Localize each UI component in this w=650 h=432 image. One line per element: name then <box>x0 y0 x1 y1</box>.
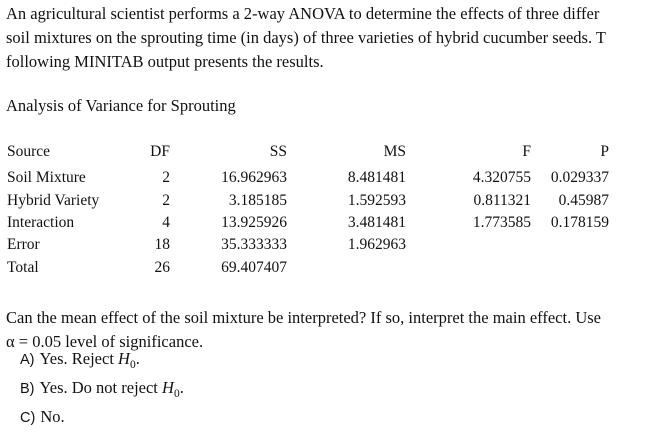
question-line-2: α = 0.05 level of significance. <box>6 332 204 351</box>
choice-a[interactable] <box>20 349 140 375</box>
table-row <box>0 192 650 214</box>
row-source: Soil Mixture <box>7 169 86 186</box>
choice-letter: B) <box>20 381 35 397</box>
choice-c[interactable] <box>20 407 65 432</box>
question-line-1: Can the mean effect of the soil mixture be interpreted? If so, interpret the main effect. Use <box>6 308 601 327</box>
choice-text: No. <box>40 407 65 426</box>
table-row <box>0 236 650 258</box>
choice-text: Yes. Do not reject <box>39 378 158 397</box>
problem-line-3: following MINITAB output presents the results. <box>6 52 324 71</box>
problem-statement <box>6 2 650 74</box>
choice-letter: C) <box>20 410 36 426</box>
row-ms: 1.592593 <box>347 192 406 209</box>
header-ms: MS <box>383 143 406 160</box>
row-f: 0.811321 <box>473 192 531 209</box>
row-f: 4.320755 <box>472 169 531 186</box>
row-ms: 3.481481 <box>347 214 406 231</box>
row-df: 2 <box>162 169 170 186</box>
row-df: 26 <box>154 259 170 276</box>
table-row <box>0 169 650 191</box>
choice-end: . <box>135 349 140 368</box>
choice-text: Yes. Reject <box>39 349 114 368</box>
row-p: 0.029337 <box>550 169 609 186</box>
row-source: Hybrid Variety <box>7 192 100 209</box>
row-ss: 35.333333 <box>221 236 287 253</box>
header-ss: SS <box>269 143 287 160</box>
table-row <box>0 259 650 281</box>
problem-line-2: soil mixtures on the sprouting time (in days) of three varieties of hybrid cucumber seeds. T <box>6 28 606 47</box>
row-ss: 3.185185 <box>228 192 287 209</box>
row-source: Interaction <box>7 214 75 231</box>
header-source: Source <box>7 143 51 160</box>
table-row <box>0 214 650 236</box>
table-header-row <box>0 143 650 165</box>
row-p: 0.45987 <box>558 192 609 209</box>
row-ms: 1.962963 <box>347 236 406 253</box>
row-df: 2 <box>162 192 170 209</box>
row-df: 4 <box>162 214 170 231</box>
null-hypothesis-symbol: $H_0$ <box>162 378 180 400</box>
problem-line-1: An agricultural scientist performs a 2-way ANOVA to determine the effects of three differ <box>6 4 600 23</box>
anova-heading: Analysis of Variance for Sprouting <box>6 96 236 115</box>
row-ms: 8.481481 <box>347 169 406 186</box>
row-f: 1.773585 <box>472 214 531 231</box>
row-source: Error <box>7 236 40 253</box>
choice-b[interactable] <box>20 378 184 404</box>
header-df: DF <box>150 143 170 160</box>
choice-end: . <box>179 378 184 397</box>
row-ss: 13.925926 <box>221 214 287 231</box>
header-p: P <box>600 143 609 160</box>
choice-letter: A) <box>20 352 35 368</box>
row-df: 18 <box>154 236 170 253</box>
row-ss: 69.407407 <box>221 259 287 276</box>
question-prompt <box>6 306 650 354</box>
row-ss: 16.962963 <box>221 169 287 186</box>
null-hypothesis-symbol: $H_0$ <box>118 349 136 371</box>
row-p: 0.178159 <box>550 214 609 231</box>
row-source: Total <box>7 259 39 276</box>
header-f: F <box>522 143 531 160</box>
